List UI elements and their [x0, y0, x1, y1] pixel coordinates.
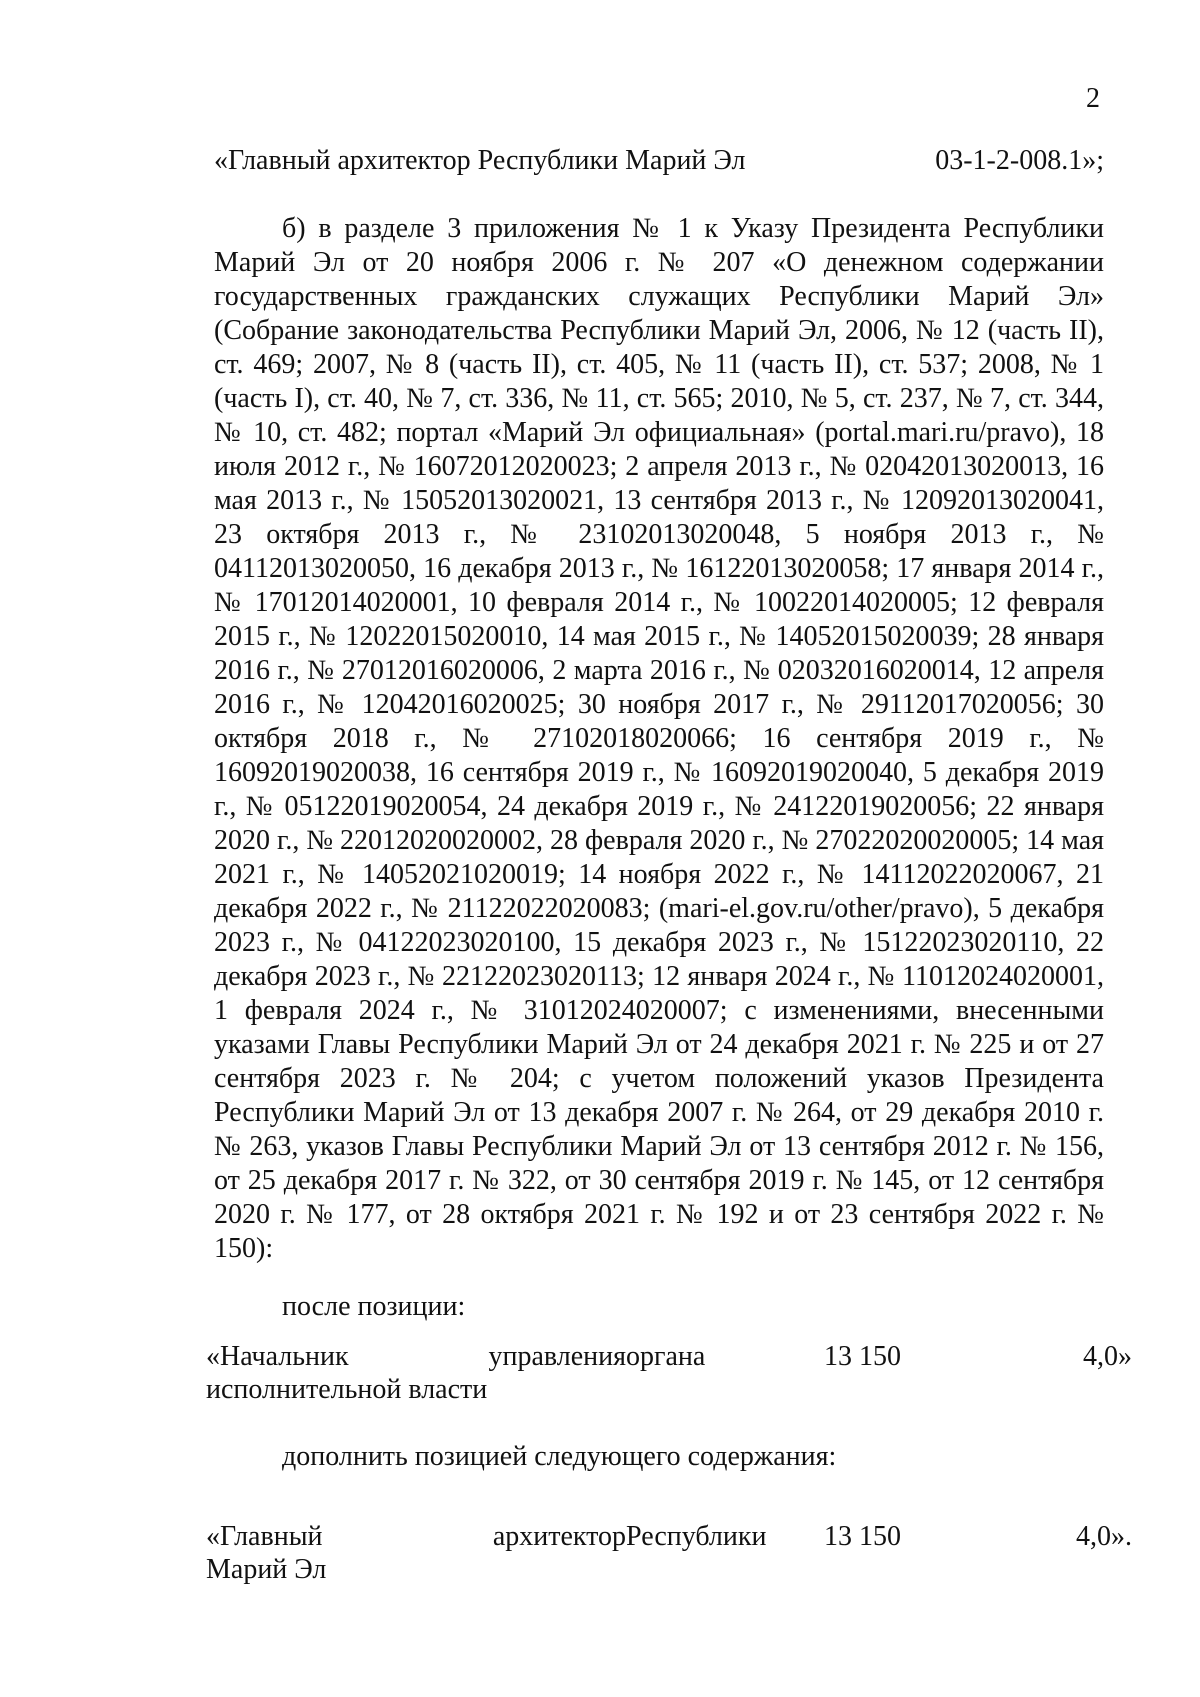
new-position-name-line2: Марий Эл: [206, 1554, 327, 1585]
existing-position-word-3: органа: [626, 1341, 706, 1372]
after-position-label: после позиции:: [282, 1291, 466, 1322]
existing-position-word-1: «Начальник: [206, 1341, 349, 1372]
new-position-salary: 13 150: [824, 1521, 901, 1552]
existing-position-ratio: 4,0»: [1083, 1341, 1132, 1372]
header-entry: [214, 144, 1104, 178]
header-entry-code: 03-1-2-008.1»;: [935, 145, 1104, 176]
page-number: 2: [1086, 83, 1100, 114]
existing-position-name-line1: [206, 1340, 626, 1373]
new-position-word-3-cell: [626, 1520, 806, 1553]
new-position-ratio: 4,0».: [1076, 1521, 1132, 1552]
add-position-label: дополнить позицией следующего содержания:: [282, 1441, 837, 1472]
existing-position-word-2: управления: [488, 1341, 626, 1372]
new-position-row: [206, 1520, 1132, 1586]
paragraph-b: [214, 212, 1104, 1266]
header-entry-title: «Главный архитектор Республики Марий Эл: [214, 145, 746, 176]
new-position-name-line1: [206, 1520, 626, 1553]
existing-position-name: [206, 1340, 626, 1406]
paragraph-b-text: б) в разделе 3 приложения № 1 к Указу Президента Республики Марий Эл от 20 ноября 2006 г. № 207 «О денежном содержании государственных гражданских служащих Республики Марий Эл» (Собрание законодательства Республики Марий Эл, 2006, № 12 (часть II), ст. 469; 2007, № 8 (часть II), ст. 405, № 11 (часть II), ст. 537; 2008, № 1 (часть I), ст. 40, № 7, ст. 336, № 11, ст. 565; 2010, № 5, ст. 237, № 7, ст. 344, № 10, ст. 482; портал «Марий Эл официальная» (portal.mari.ru/pravo), 18 июля 2012 г., № 16072012020023; 2 апреля 2013 г., № 02042013020013, 16 мая 2013 г., № 15052013020021, 13 сентября 2013 г., № 12092013020041, 23 октября 2013 г., № 23102013020048, 5 ноября 2013 г., № 04112013020050, 16 декабря 2013 г., № 16122013020058; 17 января 2014 г., № 17012014020001, 10 февраля 2014 г., № 10022014020005; 12 февраля 2015 г., № 12022015020010, 14 мая 2015 г., № 14052015020039; 28 января 2016 г., № 27012016020006, 2 марта 2016 г., № 02032016020014, 12 апреля 2016 г., № 12042016020025; 30 ноября 2017 г., № 29112017020056; 30 октября 2018 г., № 27102018020066; 16 сентября 2019 г., № 16092019020038, 16 сентября 2019 г., № 16092019020040, 5 декабря 2019 г., № 05122019020054, 24 декабря 2019 г., № 24122019020056; 22 января 2020 г., № 22012020020002, 28 февраля 2020 г., № 27022020020005; 14 мая 2021 г., № 14052021020019; 14 ноября 2022 г., № 14112022020067, 21 декабря 2022 г., № 21122022020083; (mari-el.gov.ru/other/pravo), 5 декабря 2023 г., № 04122023020100, 15 декабря 2023 г., № 15122023020110, 22 декабря 2023 г., № 22122023020113; 12 января 2024 г., № 11012024020001, 1 февраля 2024 г., № 31012024020007; с изменениями, внесенными указами Главы Республики Марий Эл от 24 декабря 2021 г. № 225 и от 27 сентября 2023 г. № 204; с учетом положений указов Президента Республики Марий Эл от 13 декабря 2007 г. № 264, от 29 декабря 2010 г. № 263, указов Главы Республики Марий Эл от 13 сентября 2012 г. № 156, от 25 декабря 2017 г. № 322, от 30 сентября 2019 г. № 145, от 12 сентября 2020 г. № 177, от 28 октября 2021 г. № 192 и от 23 сентября 2022 г. № 150):: [214, 213, 1105, 1264]
existing-position-name-line2: исполнительной власти: [206, 1374, 488, 1405]
existing-position-salary: 13 150: [824, 1341, 901, 1372]
new-position-word-3: Республики: [626, 1521, 767, 1552]
new-position-name: [206, 1520, 626, 1586]
new-position-word-2: архитектор: [492, 1521, 626, 1552]
existing-position-row: [206, 1340, 1132, 1406]
existing-position-word-3-cell: [626, 1340, 806, 1373]
new-position-word-1: «Главный: [206, 1521, 323, 1552]
